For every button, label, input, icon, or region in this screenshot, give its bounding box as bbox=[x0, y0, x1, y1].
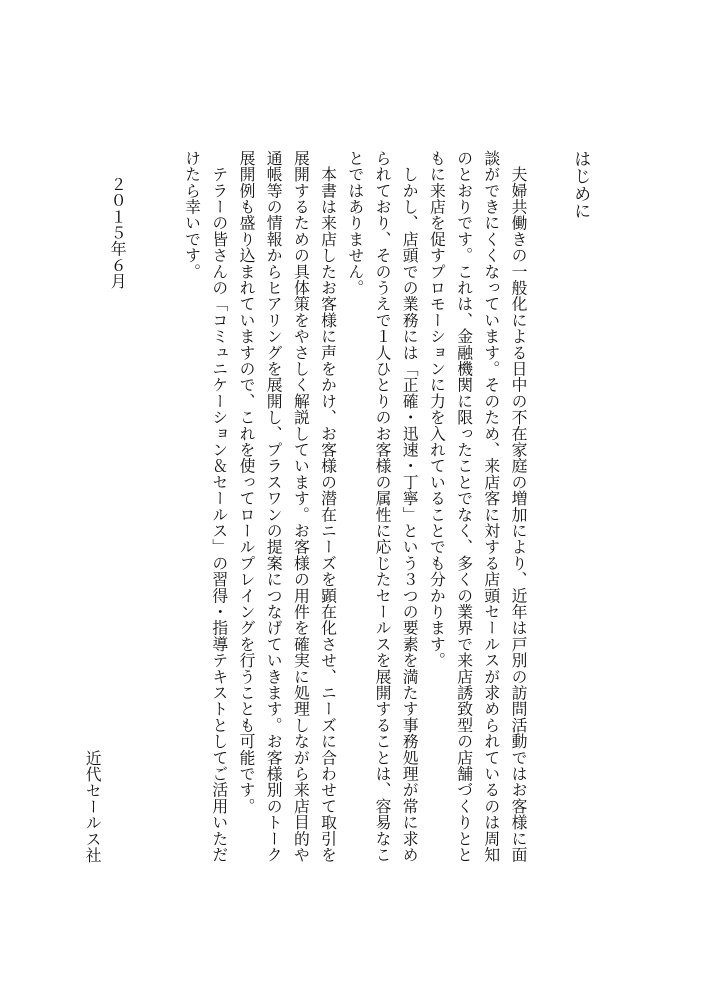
text-line: とではありません。 bbox=[345, 150, 365, 296]
text-line: 展開例も盛り込まれていますので、これを使ってロールプレイングを行うことも可能です。 bbox=[236, 150, 256, 815]
preface-body bbox=[172, 150, 532, 910]
text-line: しかし、店頭での業務には「正確・迅速・丁寧」という３つの要素を満たす事務処理が常に求め bbox=[400, 166, 420, 863]
paragraph bbox=[423, 150, 532, 910]
text-line: もに来店を促すプロモーションに力を入れていることでも分かります。 bbox=[427, 150, 447, 669]
text-line: 本書は来店したお客様に声をかけ、お客様の潜在ニーズを顕在化させ、ニーズに合わせて取引を bbox=[318, 166, 338, 863]
text-line: 通帳等の情報からヒアリングを展開し、プラスワンの提案につなげていきます。お客様別のトーク bbox=[264, 150, 284, 863]
text-line: テラーの皆さんの「コミュニケーション＆セールス」の習得・指導テキストとしてご活用いただ bbox=[209, 166, 229, 863]
text-line: られており、そのうえで１人ひとりのお客様の属性に応じたセールスを展開することは、容易なこ bbox=[372, 150, 392, 863]
paragraph bbox=[233, 150, 342, 910]
date: ２０１５年６月 bbox=[108, 176, 128, 290]
text-line: のとおりです。これは、金融機関に限ったことでなく、多くの業界で来店誘致型の店舗づくりとと bbox=[454, 150, 474, 863]
text-line: 談ができにくくなっています。そのため、来店客に対する店頭セールスが求められているのは周知 bbox=[481, 150, 501, 863]
text-line: 展開するための具体策をやさしく解説しています。お客様の用件を確実に処理しながら来店目的や bbox=[291, 150, 311, 863]
text-line: 夫婦共働きの一般化による日中の不在家庭の増加により、近年は戸別の訪問活動ではお客様に面 bbox=[509, 166, 528, 863]
text-line: けたら幸いです。 bbox=[182, 150, 202, 280]
signature: 近代セールス社 bbox=[83, 750, 103, 864]
paragraph bbox=[342, 150, 424, 910]
paragraph bbox=[178, 150, 232, 910]
page-title: はじめに bbox=[570, 150, 591, 220]
